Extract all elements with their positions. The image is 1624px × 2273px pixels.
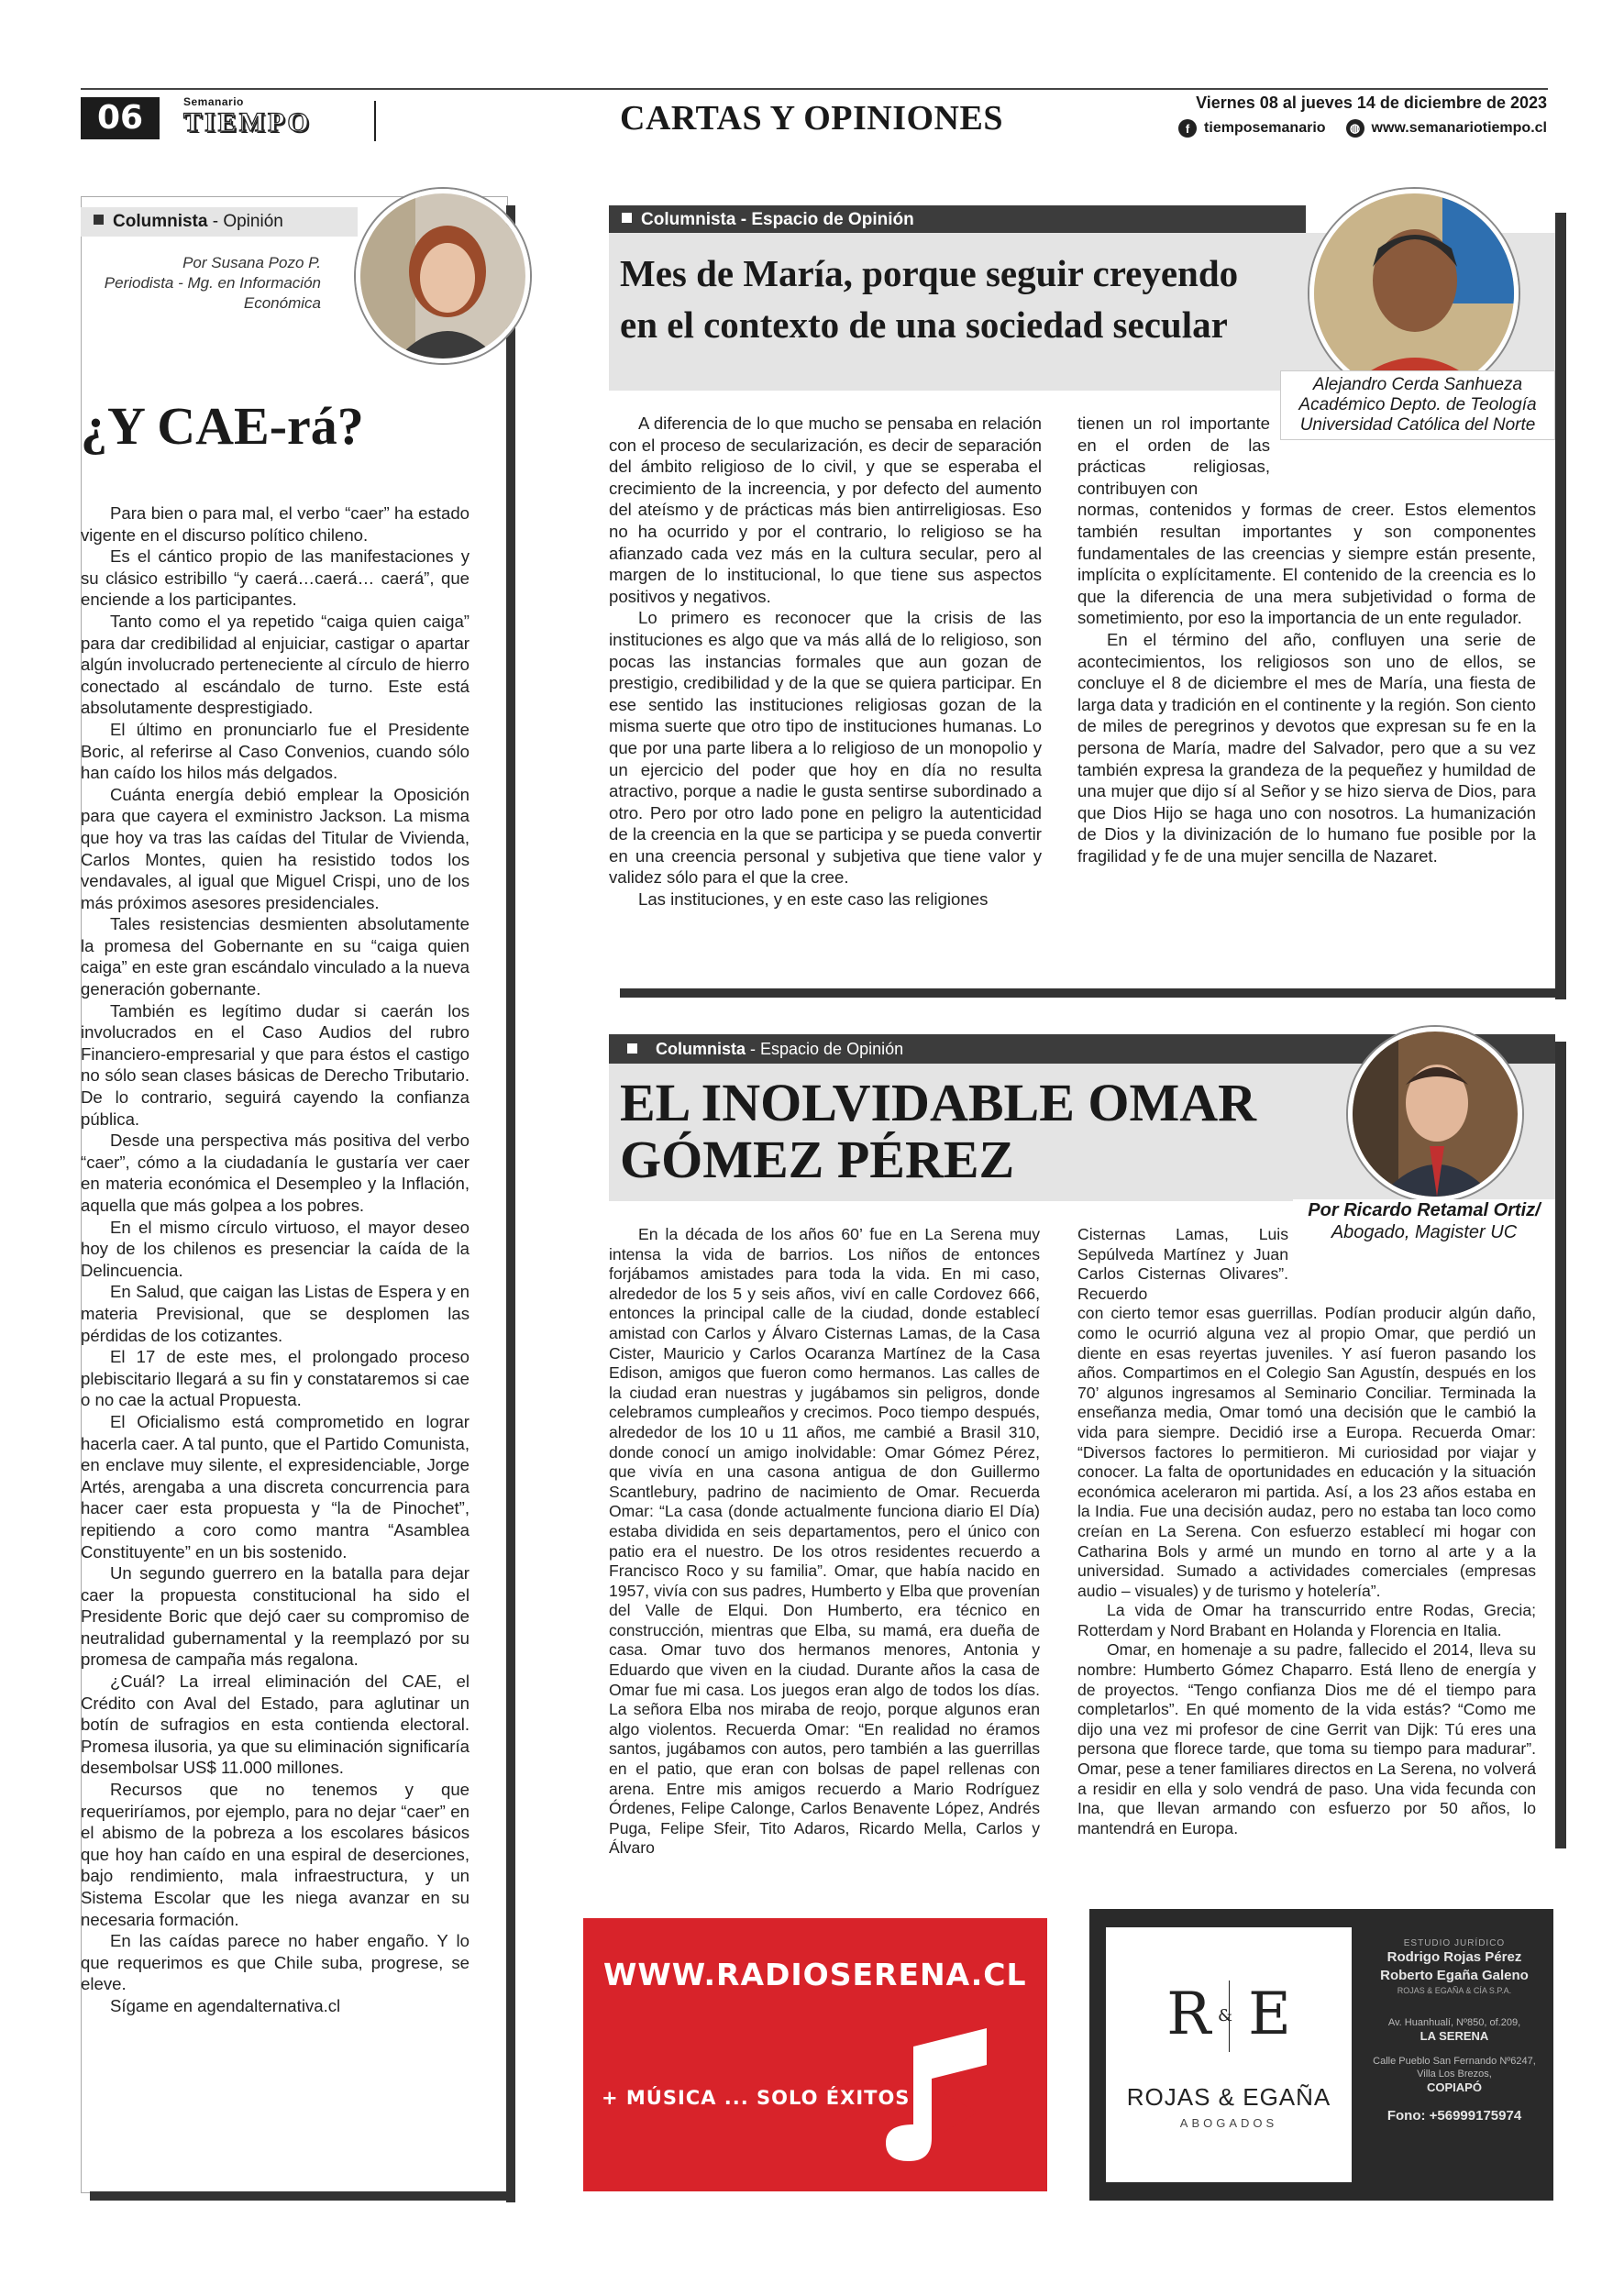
ad-law-firm: ROJAS & EGAÑA <box>1126 2083 1331 2111</box>
brand-logo <box>183 95 376 141</box>
ad-law-city-1: LA SERENA <box>1420 2029 1489 2043</box>
ad-law-logo-panel <box>1106 1927 1352 2182</box>
article1-column-a <box>609 413 1042 910</box>
ad-rojas-egana[interactable] <box>1089 1909 1553 2201</box>
article1-shadow <box>1555 213 1566 999</box>
paragraph: El 17 de este mes, el prolongado proceso plebiscitario llegará a su fin y constataremos si cae o no cae la actual Propuesta. <box>81 1347 470 1410</box>
left-article-body <box>81 502 470 2017</box>
paragraph: En Salud, que caigan las Listas de Espera y en materia Previsional, que se desplomen las pérdidas de los cotizantes. <box>81 1282 470 1345</box>
ad-law-phone[interactable]: Fono: +56999175974 <box>1386 2108 1522 2124</box>
section-title: CARTAS Y OPINIONES <box>620 99 1003 138</box>
left-column-shadow-bottom <box>90 2191 515 2201</box>
paragraph: En las caídas parece no haber engaño. Y lo que requerimos es que Chile suba, progrese, se eleve. <box>81 1931 470 1994</box>
article2-column-a <box>609 1225 1040 1859</box>
square-bullet-icon <box>94 215 104 225</box>
left-byline <box>92 253 321 314</box>
paragraph: Tales resistencias desmienten absolutamente la promesa del Gobernante en su “caiga quien caiga” en este gran escándalo vinculado a la nueva generación gobernante. <box>81 914 470 999</box>
caption-institution: Universidad Católica del Norte <box>1299 415 1536 435</box>
issue-date: Viernes 08 al jueves 14 de diciembre de 2023 <box>1196 94 1547 112</box>
monogram-e: E <box>1248 1981 1291 2048</box>
paragraph: Desde una perspectiva más positiva del verbo “caer”, cómo a la ciudadanía le gustaría ver caer en materia económica el Desempleo y la Inflación, aquella que más golpea a los pobres. <box>81 1131 470 1215</box>
article2-column-b <box>1077 1225 1536 1838</box>
paragraph: Cuánta energía debió emplear la Oposición para que cayera el exministro Jackson. La misma que hoy va tras las caídas del Titular de Vivienda, Carlos Montes, quien ha resistido todos los vendavales, al igual que Miguel Crispi, uno de los más próximos asesores presidenciales. <box>81 784 470 912</box>
monogram-r: R <box>1166 1981 1211 2048</box>
caption-name: Por Ricardo Retamal Ortiz/ <box>1308 1200 1541 1220</box>
byline-role-2: Económica <box>243 294 321 312</box>
tag-columnist: Columnista <box>656 1040 746 1058</box>
caption-role: Abogado, Magister UC <box>1331 1222 1518 1242</box>
paragraph: Las instituciones, y en este caso las religiones <box>638 889 989 910</box>
ad-law-label: ESTUDIO JURÍDICO <box>1403 1938 1506 1948</box>
paragraph: En el término del año, confluyen una serie de acontecimientos, los religiosos son uno de ellos, se concluye el 8 de diciembre el mes de María, una fiesta de larga data y tradición en el continente y la región. Son ciento de miles de peregrinos y devotos que expresan su fe en la persona de María, madre del Salvador, pero que a su vez también expresa la grandeza de la pequeñez y humildad de una mujer que dijo sí al Señor y se hizo sierva de Dios, para que Dios Hijo se haga uno con nosotros. La humanización de Dios y la divinización de lo humano fue posible por la fragilidad y fe de una mujer sencilla de Nazaret. <box>1077 629 1536 866</box>
ad-law-company: ROJAS & EGAÑA & CÍA S.P.A. <box>1397 1986 1512 1995</box>
paragraph: tienen un rol importante en el orden de las prácticas religiosas, contribuyen con <box>1077 414 1270 498</box>
paragraph: Tanto como el ya repetido “caiga quien caiga” para dar credibilidad al enjuiciar, castigar o apartar algún involucrado perteneciente al círculo de hierro conectado al escándalo de turno. Este está absolutamente desprestigiado. <box>81 611 470 718</box>
article1-tag-bar <box>609 205 1306 235</box>
tag-columnist: Columnista - Espacio de Opinión <box>641 210 914 229</box>
ad-law-subtitle: ABOGADOS <box>1179 2116 1278 2130</box>
article1-column-b <box>1077 413 1536 866</box>
article1-headline: Mes de María, porque seguir creyendo en el contexto de una sociedad secular <box>620 252 1239 346</box>
paragraph: Lo primero es reconocer que la crisis de las instituciones es algo que va más allá de lo religioso, son pocas las instancias formales que aun gozan de prestigio, credibilidad y de la que se quiera participar. En ese sentido las instituciones religiosas gozan de la misma suerte que otro tipo de instituciones humanas. Lo que por una parte libera a lo religioso de un monopolio y un ejercicio del poder que hoy en día no resulta atractivo, porque a nadie le gusta sentirse subordinado a otro. Pero por otro lado pone en peligro la autenticidad de la creencia en la que se participa y se pueda convertir en una creencia personal y subjetiva que tiene valor y validez sólo para el que la cree. <box>609 608 1042 888</box>
paragraph: Es el cántico propio de las manifestaciones y su clásico estribillo “y caerá…caerá… caerá”, que enciende a los participantes. <box>81 546 470 610</box>
ad-radio-serena[interactable] <box>583 1918 1047 2191</box>
paragraph: Un segundo guerrero en la batalla para dejar caer la propuesta constitucional ha sido el Presidente Boric que dejó caer su compromiso de neutralidad gubernamental y la reemplazó por su promesa de campaña más regalona. <box>81 1563 470 1670</box>
square-bullet-icon <box>622 213 632 223</box>
ad-law-contact <box>1364 1927 1544 2124</box>
website-link[interactable]: www.semanariotiempo.cl <box>1371 120 1547 136</box>
facebook-handle[interactable]: tiemposemanario <box>1204 120 1326 136</box>
paragraph: Omar, en homenaje a su padre, fallecido el 2014, lleva su nombre: Humberto Gómez Chaparro. Está lleno de energía y de proyectos. “Tengo confianza Dios me dé el tiempo para completarlos”. En qué momento de la vida estás? “Como me dijo una vez mi profesor de cine Gerrit van Dijk: Tú eres una persona que florece tarde, que toma su tiempo para madurar”. Omar, pese a tener familiares directos en La Serena, no volverá a residir en ella y solo vendrá de paso. Una vida fecunda con Ina, que llevan armando con esfuerzo por 50 años, lo mantendrá en Europa. <box>1077 1640 1536 1837</box>
caption-name: Alejandro Cerda Sanhueza <box>1312 375 1523 394</box>
paragraph: Sígame en agendalternativa.cl <box>110 1995 341 2015</box>
ad-law-address-2: Calle Pueblo San Fernando Nº6247, Villa Los Brezos, <box>1373 2056 1536 2080</box>
paragraph: El Oficialismo está comprometido en lograr hacerla caer. A tal punto, que el Partido Comunista, en enclave muy silente, el expresidenciable, Jorge Artés, arengaba a una discreta concurrencia para hacer caer esta propuesta y “la de Pinochet”, repitiendo a coro como mantra “Asamblea Constituyente” en un bis sostenido. <box>81 1411 470 1561</box>
paragraph: En el mismo círculo virtuoso, el mayor deseo hoy de los chilenos es presenciar la caída de la Delincuencia. <box>81 1217 470 1280</box>
paragraph: con cierto temor esas guerrillas. Podían producir algún daño, como le ocurrió alguna vez al propio Omar, que perdió un diente en esas reyertas juveniles. Y así fueron pasando los años. Compartimos en el Colegio San Agustín, después en los 70’ algunos ingresamos al Seminario Conciliar. Terminada la enseñanza media, Omar tomó una decisión que le cambió la vida para siempre. Decidió irse a Europa. Recuerda Omar: “Diversos factores lo permitieron. Mi curiosidad por viajar y conocer. La falta de oportunidades en educación y la situación económica aceleraron mi partida. Así, a los 23 años estaba en la India. Fue una decisión audaz, pero no estaba tan loco como creían en La Serena. Con esfuerzo establecí mi hogar con Catharina Bols y armé un mundo en torno al arte y a la universidad. Sumado a actividades comerciales (empresas audio – visuales) y de turismo y hotelería”. <box>1077 1304 1536 1600</box>
headline-line: EL INOLVIDABLE OMAR <box>620 1073 1257 1132</box>
tag-space: - Espacio de Opinión <box>746 1040 904 1058</box>
paragraph: Para bien o para mal, el verbo “caer” ha estado vigente en el discurso político chileno. <box>81 503 470 545</box>
ad-radio-url[interactable]: WWW.RADIOSERENA.CL <box>603 1957 1027 1992</box>
ad-radio-slogan: + MÚSICA ... SOLO ÉXITOS <box>602 2087 911 2109</box>
page-number: 06 <box>81 97 160 139</box>
facebook-icon: f <box>1178 119 1197 138</box>
headline-line: GÓMEZ PÉREZ <box>620 1130 1015 1189</box>
paragraph: El último en pronunciarlo fue el Presidente Boric, al referirse al Caso Convenios, cuando sólo han caído los hilos más delgados. <box>81 719 470 783</box>
brand-name: TIEMPO <box>183 107 312 138</box>
globe-icon: ◍ <box>1346 119 1364 138</box>
ad-law-lawyer-2: Roberto Egaña Galeno <box>1380 1968 1529 1983</box>
left-column-shadow <box>506 205 515 2202</box>
author-photo-ricardo-retamal <box>1348 1027 1522 1201</box>
author-photo-susana-pozo <box>356 189 530 363</box>
top-rule <box>81 88 1548 90</box>
left-tag-bar <box>81 207 358 237</box>
caption-role: Académico Depto. de Teología <box>1298 395 1537 414</box>
monogram-amp: & <box>1218 2006 1233 2025</box>
tag-columnist: Columnista <box>113 212 208 231</box>
left-headline: ¿Y CAE-rá? <box>81 396 364 456</box>
paragraph: normas, contenidos y formas de creer. Estos elementos también resultan importantes y son componentes fundamentales de las creencias y siempre están presente, implícita o explícitamente. El contenido de la creencia es lo que la diferencia de una mera subjetividad o forma de sometimiento, por eso la importancia de un ente regulador. <box>1077 500 1536 628</box>
paragraph: A diferencia de lo que mucho se pensaba en relación con el proceso de secularización, es decir de separación del ámbito religioso de lo civil, y que se esperaba el crecimiento de la increencia, y por defecto del aumento del ateísmo y de prácticas más bien antirreligiosas. Eso no ha ocurrido y por el contrario, lo religioso se ha afianzado cada vez más en la cultura secular, pero al margen de lo institucional, lo que tiene sus aspectos positivos y negativos. <box>609 414 1042 606</box>
paragraph: Cisternas Lamas, Luis Sepúlveda Martínez y Juan Carlos Cisternas Olivares”. Recuerdo <box>1077 1225 1288 1303</box>
paragraph: En la década de los años 60’ fue en La Serena muy intensa la vida de barrios. Los niños de entonces forjábamos amistades para toda la vida. En mi caso, alrededor de los 5 y seis años, viví en calle Cordovez 666, entonces la principal calle de la ciudad, donde establecí amistad con Carlos y Álvaro Cisternas Lamas, de la Casa Cister, Mauricio y Carlos Ocaranza Martínez de la Casa Edison, amigos que fueron como hermanos. Las calles de la ciudad eran nuestras y jugábamos sin peligros, donde celebramos cumpleaños y crecimos. Poco tiempo después, alrededor de los 10 u 11 años, me cambié a Brasil 310, donde conocí un amigo inolvidable: Omar Gómez Pérez, que vivía en una casona antigua de don Guillermo Scantlebury, padrino de nacimiento de Omar. Recuerda Omar: “La casa (donde actualmente funciona diario El Día) estaba dividida en seis departamentos, pero el único con patio era el nuestro. De los otros residentes recuerdo a Francisco Roco y su familia”. Omar, que había nacido en 1957, vivía con sus padres, Humberto y Elba que provenían del Valle de Elqui. Don Humberto, era técnico en construcción, mientras que Elba, su mamá, era dueña de casa. Omar tuvo dos hermanos menores, Antonia y Eduardo que viven en la ciudad. Durante años la casa de Omar fue mi casa. Los juegos eran algo de todos los días. La señora Elba nos miraba de reojo, porque algunos eran algo violentos. Recuerda Omar: “En realidad no éramos santos, jugábamos con autos, pero también a las guerrillas en el patio, que eran con bolsas de papel rellenas con arena. Entre mis amigos recuerdo a Mario Rodríguez Órdenes, Felipe Calonge, Carlos Benavente López, Andrés Puga, Felipe Sfeir, Tito Adaros, Ricardo Mella, Carlos y Álvaro <box>609 1225 1040 1858</box>
square-bullet-icon <box>627 1043 637 1054</box>
byline-author: Por Susana Pozo P. <box>182 254 321 271</box>
ad-law-address-1: Av. Huanhualí, Nº850, of.209, <box>1387 2017 1521 2028</box>
brand-divider <box>374 101 376 141</box>
brand-small: Semanario <box>183 95 244 108</box>
paragraph: ¿Cuál? La irreal eliminación del CAE, el Crédito con Aval del Estado, para aglutinar un botín de sufragios en esta contienda electoral. Promesa ilusoria, ya que su eliminación significaría desembolsar US$ 11.000 millones. <box>81 1672 470 1778</box>
article2-shadow <box>1555 1042 1566 1848</box>
ad-law-lawyer-1: Rodrigo Rojas Pérez <box>1386 1949 1522 1965</box>
paragraph: Recursos que no tenemos y que requeriríamos, por ejemplo, para no dejar “caer” en el abismo de la pobreza a los escolares básicos que hoy han caído en una espiral de deserciones, bajo rendimiento, mala infraestructura, y un Sistema Escolar que les niega avanzar en su necesaria formación. <box>81 1780 470 1929</box>
article2-headline <box>620 1075 1335 1188</box>
social-links <box>1178 119 1547 138</box>
tag-opinion: - Opinión <box>207 212 283 231</box>
paragraph: La vida de Omar ha transcurrido entre Rodas, Grecia; Rotterdam y Nord Brabant en Holanda y Florencia en Italia. <box>1077 1601 1536 1639</box>
author-photo-alejandro-cerda <box>1309 189 1519 398</box>
ad-law-city-2: COPIAPÓ <box>1427 2080 1482 2094</box>
byline-role: Periodista - Mg. en Información <box>104 274 321 292</box>
paragraph: También es legítimo dudar si caerán los involucrados en el Caso Audios del rubro Financiero-empresarial y que para éstos el castigo no sólo sean clases básicas de Derecho Tributario. De lo contrario, seguirá cayendo la confianza pública. <box>81 1000 470 1129</box>
